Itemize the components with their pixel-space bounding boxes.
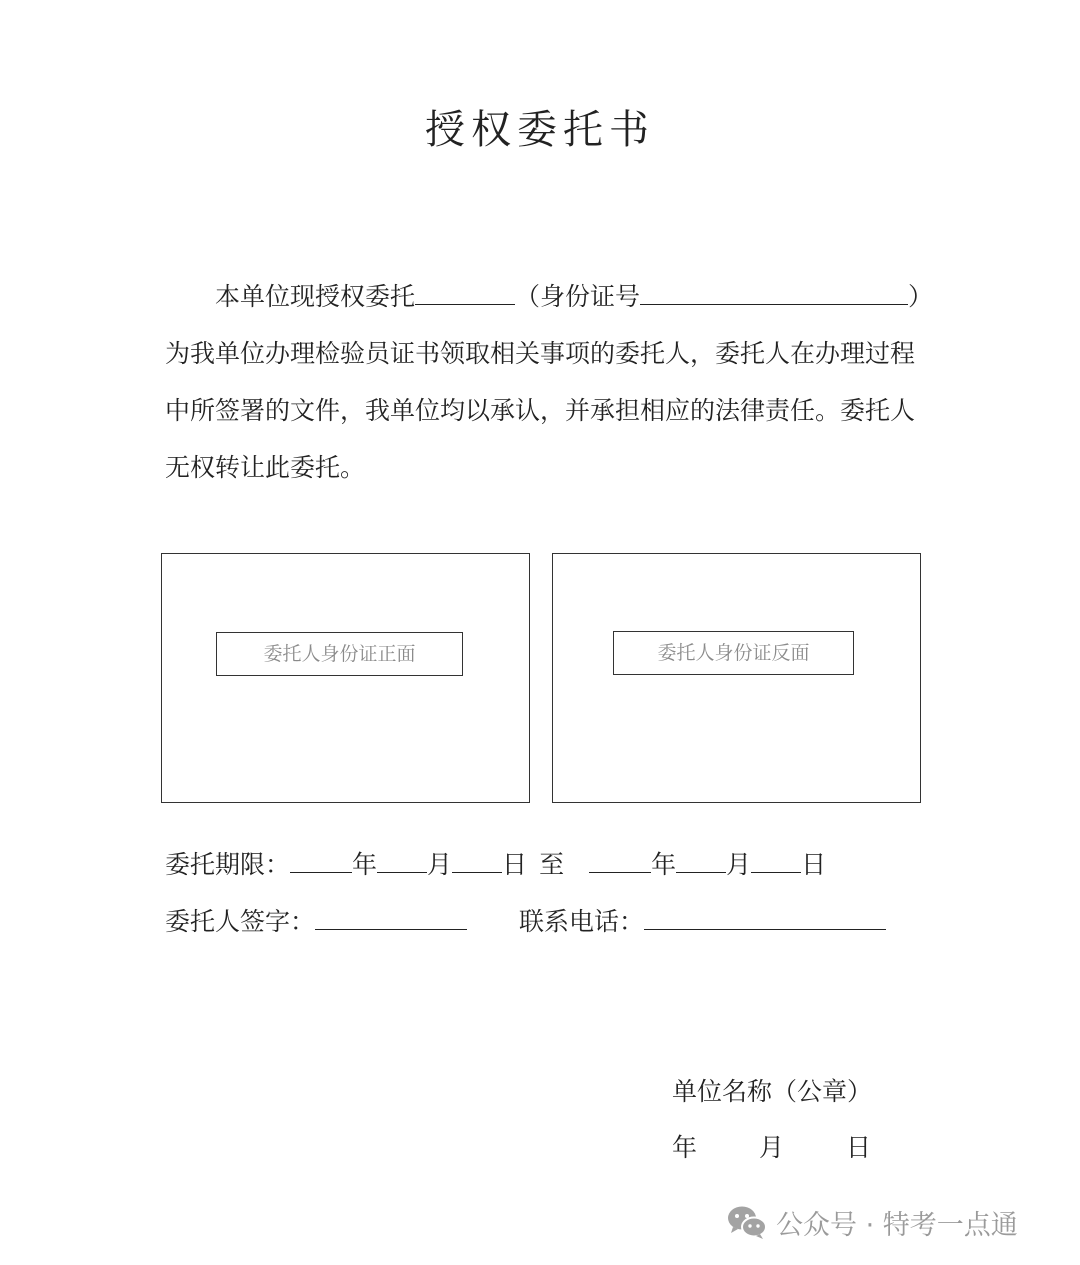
id-back-label: 委托人身份证反面 xyxy=(613,631,854,675)
end-day-blank[interactable] xyxy=(751,848,801,873)
signature-label: 委托人签字： xyxy=(165,907,316,936)
end-year-blank[interactable] xyxy=(589,848,651,873)
paragraph-line-2: 为我单位办理检验员证书领取相关事项的委托人，委托人在办理过程 xyxy=(165,339,916,368)
end-month-blank[interactable] xyxy=(676,848,726,873)
start-month-label: 月 xyxy=(427,850,453,879)
start-day-blank[interactable] xyxy=(452,848,502,873)
start-day-label: 日 xyxy=(502,850,528,879)
unit-name-seal: 单位名称（公章） xyxy=(672,1077,873,1106)
wechat-icon xyxy=(726,1204,768,1240)
end-month-label: 月 xyxy=(726,850,752,879)
entrust-period-row xyxy=(165,845,826,881)
id-front-label: 委托人身份证正面 xyxy=(216,632,463,676)
trustee-name-blank[interactable] xyxy=(415,280,515,305)
period-to-label: 至 xyxy=(539,850,565,879)
watermark xyxy=(726,1200,1018,1244)
start-year-blank[interactable] xyxy=(290,848,352,873)
date-day-label: 日 xyxy=(846,1133,872,1162)
paragraph-prefix: 本单位现授权委托 xyxy=(215,282,416,311)
date-year-label: 年 xyxy=(672,1133,698,1162)
signature-row xyxy=(165,902,886,938)
end-year-label: 年 xyxy=(651,850,677,879)
signing-date xyxy=(672,1128,871,1164)
signature-blank[interactable] xyxy=(315,905,467,930)
paragraph-line-4: 无权转让此委托。 xyxy=(165,453,366,482)
date-month-label: 月 xyxy=(759,1133,785,1162)
start-year-label: 年 xyxy=(352,850,378,879)
paragraph-line-1 xyxy=(165,268,934,325)
paragraph-line-3: 中所签署的文件，我单位均以承认，并承担相应的法律责任。委托人 xyxy=(165,396,916,425)
id-back-box[interactable] xyxy=(552,553,921,803)
authorization-paragraph xyxy=(165,268,934,496)
id-number-blank[interactable] xyxy=(640,280,908,305)
period-label: 委托期限： xyxy=(165,850,291,879)
watermark-text: 公众号 · 特考一点通 xyxy=(776,1209,1018,1241)
end-day-label: 日 xyxy=(801,850,827,879)
phone-blank[interactable] xyxy=(644,905,886,930)
paragraph-close: ） xyxy=(908,282,934,311)
start-month-blank[interactable] xyxy=(377,848,427,873)
id-front-box[interactable] xyxy=(161,553,530,803)
id-number-label: （身份证号 xyxy=(515,282,641,311)
phone-label: 联系电话： xyxy=(519,907,645,936)
document-title: 授权委托书 xyxy=(425,107,655,153)
